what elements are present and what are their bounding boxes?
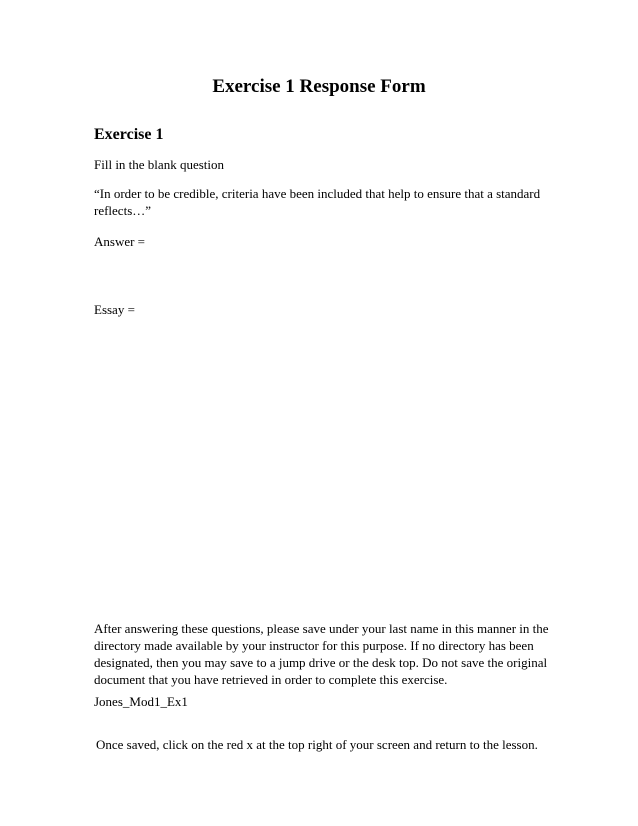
question-text-line-1: “In order to be credible, criteria have been included that help to ensure that a standard (94, 186, 541, 201)
question-text-line-2: reflects…” (94, 203, 152, 218)
answer-label: Answer = (94, 234, 146, 249)
save-instructions-line-2: directory made available by your instructor for this purpose. If no directory has been (94, 638, 534, 653)
page-title: Exercise 1 Response Form (212, 76, 426, 97)
section-heading: Exercise 1 (94, 126, 164, 143)
question-instruction: Fill in the blank question (94, 157, 224, 172)
example-filename: Jones_Mod1_Ex1 (94, 694, 188, 709)
closing-instruction: Once saved, click on the red x at the top right of your screen and return to the lesson. (96, 737, 538, 752)
save-instructions-line-3: designated, then you may save to a jump drive or the desk top. Do not save the original (94, 655, 548, 670)
essay-label: Essay = (94, 302, 135, 317)
save-instructions-line-4: document that you have retrieved in order to complete this exercise. (94, 672, 448, 687)
save-instructions-line-1: After answering these questions, please save under your last name in this manner in the (94, 621, 549, 636)
